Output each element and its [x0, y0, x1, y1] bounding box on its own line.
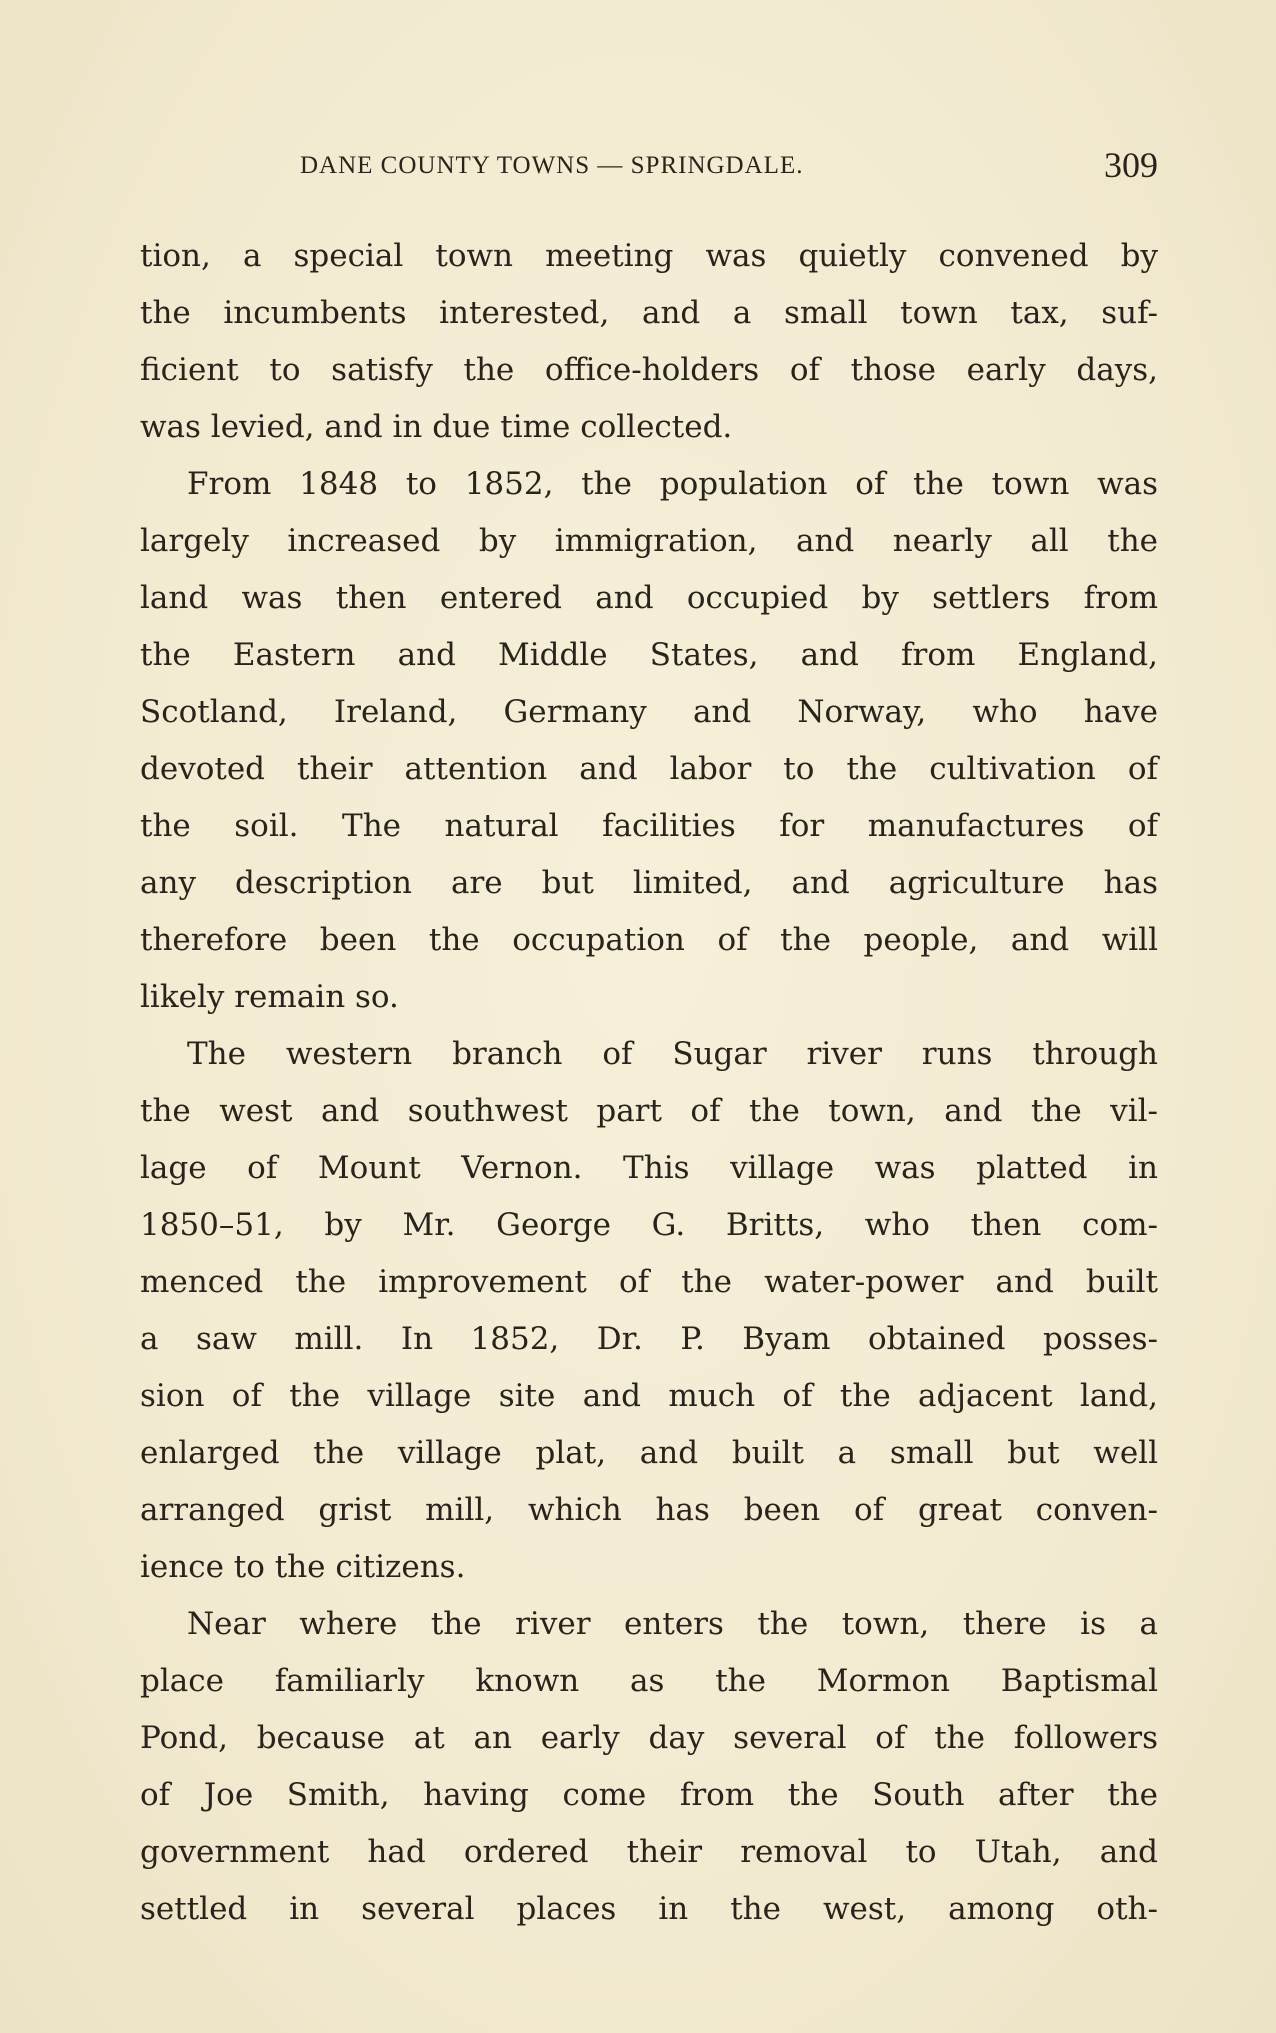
text-line: any description are but limited, and agriculture has	[140, 865, 1158, 901]
text-line: place familiarly known as the Mormon Baptismal	[140, 1663, 1158, 1699]
text-line: settled in several places in the west, among oth-	[140, 1891, 1158, 1927]
text-line: devoted their attention and labor to the cultivation of	[140, 751, 1158, 787]
text-line: the incumbents interested, and a small town tax, suf-	[140, 295, 1158, 331]
text-line: the soil. The natural facilities for manufactures of	[140, 808, 1158, 844]
text-line: government had ordered their removal to Utah, and	[140, 1834, 1158, 1870]
page-number: 309	[1104, 145, 1158, 185]
text-line: the Eastern and Middle States, and from England,	[140, 637, 1158, 673]
text-line: the west and southwest part of the town, and the vil-	[140, 1093, 1158, 1129]
text-line: a saw mill. In 1852, Dr. P. Byam obtained posses-	[140, 1321, 1158, 1357]
text-line: of Joe Smith, having come from the South after the	[140, 1777, 1158, 1813]
text-line: land was then entered and occupied by settlers from	[140, 580, 1158, 616]
text-line: menced the improvement of the water-power and built	[140, 1264, 1158, 1300]
text-line: Near where the river enters the town, there is a	[187, 1606, 1158, 1642]
text-line: 1850–51, by Mr. George G. Britts, who then com-	[140, 1207, 1158, 1243]
running-head: DANE COUNTY TOWNS — SPRINGDALE.	[300, 152, 804, 179]
text-line: ficient to satisfy the office-holders of those early days,	[140, 352, 1158, 388]
text-line: The western branch of Sugar river runs through	[187, 1036, 1158, 1072]
page-header	[140, 136, 1158, 196]
text-line: Scotland, Ireland, Germany and Norway, who have	[140, 694, 1158, 730]
text-line: likely remain so.	[140, 979, 399, 1015]
text-line: largely increased by immigration, and nearly all the	[140, 523, 1158, 559]
text-line: sion of the village site and much of the adjacent land,	[140, 1378, 1158, 1414]
text-line: therefore been the occupation of the people, and will	[140, 922, 1158, 958]
body-text	[140, 228, 1158, 1938]
text-line: lage of Mount Vernon. This village was platted in	[140, 1150, 1158, 1186]
text-line: was levied, and in due time collected.	[140, 409, 733, 445]
text-line: Pond, because at an early day several of the followers	[140, 1720, 1158, 1756]
text-line: arranged grist mill, which has been of great conven-	[140, 1492, 1158, 1528]
text-line: ience to the citizens.	[140, 1549, 466, 1585]
text-line: tion, a special town meeting was quietly convened by	[140, 238, 1158, 274]
text-line: From 1848 to 1852, the population of the town was	[187, 466, 1158, 502]
text-line: enlarged the village plat, and built a small but well	[140, 1435, 1158, 1471]
